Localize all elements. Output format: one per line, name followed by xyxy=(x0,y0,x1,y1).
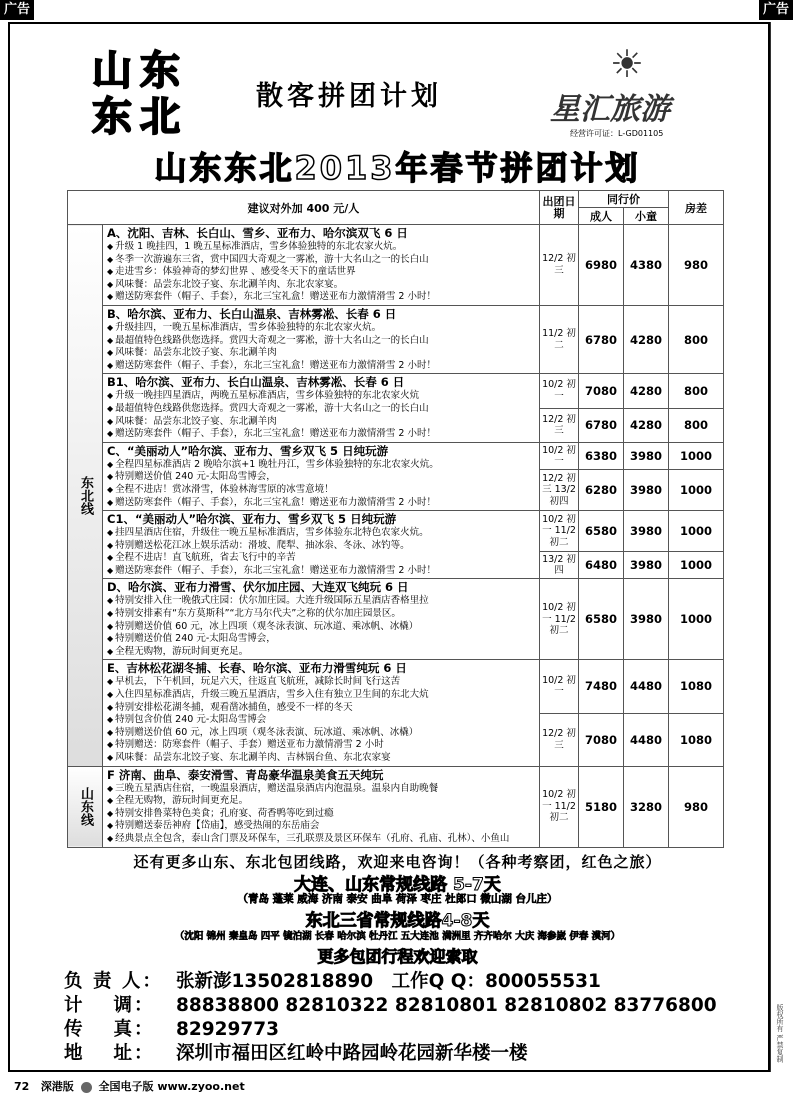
departure-date: 11/2 初二 xyxy=(540,305,579,373)
route-row xyxy=(68,442,724,470)
departure-date: 12/2 初三 xyxy=(540,225,579,306)
route-description xyxy=(103,511,540,579)
col-child-header: 小童 xyxy=(624,208,669,225)
child-price: 4380 xyxy=(624,225,669,306)
route-feature: ◆ 风味餐：品尝东北饺子宴、东北涮羊肉、东北农家宴。 xyxy=(107,279,535,292)
departure-date: 13/2 初四 xyxy=(540,551,579,579)
banner-title: 山东东北2013年春节拼团计划 xyxy=(154,149,641,187)
route-feature: ◆ 风味餐：品尝东北饺子宴、东北涮羊肉、吉林锅台鱼、东北农家宴 xyxy=(107,752,535,765)
route-title: C1、“美丽动人”哈尔滨、亚布力、雪乡双飞 5 日纯玩游 xyxy=(107,512,397,527)
route-feature: ◆ 赠送防寒套件（帽子、手套），东北三宝礼盒！赠送亚布力激情滑雪 2 小时！ xyxy=(107,565,535,578)
route-title: E、吉林松花湖冬捕、长春、哈尔滨、亚布力滑雪纯玩 6 日 xyxy=(107,661,407,676)
col-date-header: 出团日期 xyxy=(540,191,579,225)
route-feature: ◆ 三晚五星酒店住宿，一晚温泉酒店，赠送温泉酒店内泡温泉。温泉内自助晚餐 xyxy=(107,783,535,796)
route-row xyxy=(68,660,724,713)
departure-date: 10/2 初一 11/2 初二 xyxy=(540,579,579,660)
route-row xyxy=(68,225,724,306)
child-price: 4480 xyxy=(624,660,669,713)
route-title: A、沈阳、吉林、长白山、雪乡、亚布力、哈尔滨双飞 6 日 xyxy=(107,226,408,240)
route-feature: ◆ 特别赠送价值 240 元-太阳岛雪博会， xyxy=(107,471,535,484)
departure-date: 10/2 初一 11/2 初二 xyxy=(540,766,579,847)
departure-date: 12/2 初三 xyxy=(540,713,579,766)
adult-price: 6380 xyxy=(579,442,624,470)
ad-label-right: 广告 xyxy=(759,0,793,20)
contact-planner-value: 88838800 82810322 82810801 82810802 83776800 xyxy=(176,995,717,1016)
route-feature: ◆ 特别赠送价值 60 元，冰上四项（观冬泳表演、玩冰道、乘冰帆、冰橇） xyxy=(107,727,535,740)
sun-icon: ☀ xyxy=(610,42,645,86)
child-price: 4280 xyxy=(624,408,669,442)
room-surcharge: 1000 xyxy=(669,579,724,660)
region-shandong: 山东线 xyxy=(68,766,103,847)
room-surcharge: 1000 xyxy=(669,442,724,470)
tour-plan-table xyxy=(67,190,724,848)
route-description xyxy=(103,579,540,660)
site-logo-icon xyxy=(81,1082,92,1093)
child-price: 3980 xyxy=(624,442,669,470)
route-row xyxy=(68,305,724,373)
route-feature: ◆ 全程不进店！赏冰滑雪，体验林海雪原的冰雪意境！ xyxy=(107,484,535,497)
route-feature: ◆ 挂四星酒店住宿，升级住一晚五星标准酒店，雪乡体验东北特色农家火炕。 xyxy=(107,527,535,540)
adult-price: 6480 xyxy=(579,551,624,579)
child-price: 3980 xyxy=(624,579,669,660)
route-description xyxy=(103,442,540,510)
route-feature: ◆ 走进雪乡：体验神奇的梦幻世界 、感受冬天下的童话世界 xyxy=(107,266,535,279)
route-feature: ◆ 全程四星标准酒店 2 晚哈尔滨+1 晚牡丹江，雪乡体验独特的东北农家火炕。 xyxy=(107,459,535,472)
route-feature: ◆ 全程不进店！直飞航班，省去飞行中的辛苦 xyxy=(107,552,535,565)
page-title: 散客拼团计划 xyxy=(256,81,442,112)
route-description xyxy=(103,305,540,373)
side-text: 版权所有 严禁复制 xyxy=(776,1003,784,1062)
route-feature: ◆ 冬季一次游遍东三省，赏中国四大奇观之一雾凇，游十大名山之一的长白山 xyxy=(107,254,535,267)
col-adult-header: 成人 xyxy=(579,208,624,225)
brand-name: 星汇旅游 xyxy=(550,92,670,127)
route-feature: ◆ 入住四星标准酒店，升级三晚五星酒店，雪乡入住有独立卫生间的东北大炕 xyxy=(107,689,535,702)
route-title: C、“美丽动人”哈尔滨、亚布力、雪乡双飞 5 日纯玩游 xyxy=(107,443,389,458)
contact-block xyxy=(64,970,744,1066)
route-feature: ◆ 赠送防寒套件（帽子、手套），东北三宝礼盒！赠送亚布力激情滑雪 2 小时！ xyxy=(107,291,535,304)
route-feature: ◆ 经典景点全包含，泰山含门票及环保车，三孔联票及景区环保车（孔府、孔庙、孔林）、小鱼山 xyxy=(107,833,535,846)
route-feature: ◆ 最超值特色线路供您选择。赏四大奇观之一雾凇，游十大名山之一的长白山 xyxy=(107,403,535,416)
adult-price: 5180 xyxy=(579,766,624,847)
child-price: 3980 xyxy=(624,551,669,579)
contact-fax: 传 真： 82929773 xyxy=(64,1019,279,1040)
route-feature: ◆ 早机去，下午机回，玩足六天，往返直飞航班，减除长时间飞行这苦 xyxy=(107,676,535,689)
route-feature: ◆ 升级一晚挂四星酒店，两晚五星标准酒店，雪乡体验独特的东北农家火炕 xyxy=(107,390,535,403)
region-northeast: 东北线 xyxy=(68,225,103,767)
route-title: B、哈尔滨、亚布力、长白山温泉、吉林雾凇、长春 6 日 xyxy=(107,306,397,321)
child-price: 4280 xyxy=(624,374,669,408)
region-logo-line2: 东北 xyxy=(92,93,188,140)
route-feature: ◆ 赠送防寒套件（帽子、手套），东北三宝礼盒！赠送亚布力激情滑雪 2 小时！ xyxy=(107,497,535,510)
room-surcharge: 800 xyxy=(669,408,724,442)
route-feature: ◆ 赠送防寒套件（帽子、手套），东北三宝礼盒！赠送亚布力激情滑雪 2 小时！ xyxy=(107,428,535,441)
route-feature: ◆ 特别赠送泰岳神府【岱庙】，感受热闹的东岳庙会 xyxy=(107,820,535,833)
more-itinerary: 更多包团行程欢迎索取 xyxy=(317,947,478,966)
child-price: 4480 xyxy=(624,713,669,766)
col-diff-header: 房差 xyxy=(669,191,724,225)
site-link[interactable]: 全国电子版 www.zyoo.net xyxy=(98,1080,245,1093)
adult-price: 7080 xyxy=(579,713,624,766)
departure-date: 10/2 初一 11/2 初二 xyxy=(540,511,579,552)
route-row xyxy=(68,511,724,552)
route-feature: ◆ 全程无购物，游玩时间更充足。 xyxy=(107,646,535,659)
route-description xyxy=(103,374,540,442)
route-feature: ◆ 升级 1 晚挂四，1 晚五星标准酒店，雪乡体验独特的东北农家火炕。 xyxy=(107,241,535,254)
child-price: 3980 xyxy=(624,470,669,511)
route-feature: ◆ 风味餐：品尝东北饺子宴、东北涮羊肉 xyxy=(107,416,535,429)
more-routes-note: 还有更多山东、东北包团线路，欢迎来电咨询！（各种考察团，红色之旅） xyxy=(133,853,662,871)
adult-price: 7480 xyxy=(579,660,624,713)
route-feature: ◆ 特别安排松花湖冬捕，观看凿冰捕鱼，感受不一样的冬天 xyxy=(107,702,535,715)
departure-date: 12/2 初三 13/2 初四 xyxy=(540,470,579,511)
route-description xyxy=(103,766,540,847)
route-description xyxy=(103,660,540,766)
regular-route-shandong: 大连、山东常规线路 5-7天 xyxy=(294,875,501,895)
route-title: B1、哈尔滨、亚布力、长白山温泉、吉林雾凇、长春 6 日 xyxy=(107,375,405,390)
route-feature: ◆ 特别赠送价值 240 元-太阳岛雪博会， xyxy=(107,633,535,646)
route-feature: ◆ 特别安排素有“东方莫斯科”“北方马尔代夫”之称的伏尔加庄园景区。 xyxy=(107,608,535,621)
contact-manager: 负 责 人： 张新澎13502818890 工作Q Q：800055531 xyxy=(64,971,601,992)
route-row xyxy=(68,766,724,847)
adult-price: 6780 xyxy=(579,408,624,442)
route-feature: ◆ 最超值特色线路供您选择。赏四大奇观之一雾凇，游十大名山之一的长白山 xyxy=(107,335,535,348)
edition-label: 深港版 xyxy=(40,1080,74,1093)
route-row xyxy=(68,374,724,408)
adult-price: 6580 xyxy=(579,511,624,552)
regular-route-northeast: 东北三省常规线路4-8天 xyxy=(305,911,490,931)
ad-label-left: 广告 xyxy=(0,0,34,20)
route-title: F 济南、曲阜、泰安滑雪、青岛豪华温泉美食五天纯玩 xyxy=(107,767,384,782)
contact-fax-value: 82929773 xyxy=(176,1019,279,1040)
brand-logo xyxy=(540,42,720,137)
adult-price: 6580 xyxy=(579,579,624,660)
route-feature: ◆ 赠送防寒套件（帽子、手套），东北三宝礼盒！赠送亚布力激情滑雪 2 小时！ xyxy=(107,360,535,373)
col-price-header: 同行价 xyxy=(579,191,669,208)
adult-price: 7080 xyxy=(579,374,624,408)
route-feature: ◆ 特别包含价值 240 元-太阳岛雪博会 xyxy=(107,714,535,727)
adult-price: 6980 xyxy=(579,225,624,306)
route-feature: ◆ 特别赠送价值 60 元，冰上四项（观冬泳表演、玩冰道、乘冰帆、冰橇） xyxy=(107,621,535,634)
route-feature: ◆ 特别赠送松花江冰上娱乐活动：滑坡、爬犁、抽冰尜、冬泳、冰钓等。 xyxy=(107,540,535,553)
route-feature: ◆ 升级挂四，一晚五星标准酒店，雪乡体验独特的东北农家火炕。 xyxy=(107,322,535,335)
departure-date: 10/2 初一 xyxy=(540,442,579,470)
route-feature: ◆ 特别安排入住一晚俄式庄园：伏尔加庄园。大连升级国际五星酒店香格里拉 xyxy=(107,595,535,608)
room-surcharge: 1000 xyxy=(669,470,724,511)
room-surcharge: 980 xyxy=(669,225,724,306)
route-title: D、哈尔滨、亚布力滑雪、伏尔加庄园、大连双飞纯玩 6 日 xyxy=(107,580,409,595)
room-surcharge: 1080 xyxy=(669,713,724,766)
room-surcharge: 800 xyxy=(669,374,724,408)
side-strip xyxy=(770,22,793,1072)
child-price: 3980 xyxy=(624,511,669,552)
departure-date: 12/2 初三 xyxy=(540,408,579,442)
adult-price: 6280 xyxy=(579,470,624,511)
route-feature: ◆ 全程无购物，游玩时间更充足。 xyxy=(107,795,535,808)
room-surcharge: 1080 xyxy=(669,660,724,713)
regular-route-northeast-cities: （沈阳 锦州 秦皇岛 四平 镜泊湖 长春 哈尔滨 牡丹江 五大连池 满洲里 齐齐哈尔 大庆 海参崴 伊春 漠河） xyxy=(174,931,621,942)
child-price: 4280 xyxy=(624,305,669,373)
region-logo-line1: 山东 xyxy=(92,47,188,94)
license-number: 经营许可证：L-GD01105 xyxy=(570,129,664,138)
room-surcharge: 800 xyxy=(669,305,724,373)
route-description xyxy=(103,225,540,306)
region-logo xyxy=(75,48,205,140)
footer xyxy=(14,1078,245,1094)
contact-planner: 计 调： 88838800 82810322 82810801 82810802 83776800 xyxy=(64,995,717,1016)
departure-date: 10/2 初一 xyxy=(540,660,579,713)
page-number: 72 xyxy=(14,1080,30,1093)
room-surcharge: 980 xyxy=(669,766,724,847)
regular-route-shandong-cities: （青岛 蓬莱 威海 济南 泰安 曲阜 荷泽 枣庄 杜郎口 微山湖 台儿庄） xyxy=(237,893,558,905)
contact-address: 地 址： 深圳市福田区红岭中路园岭花园新华楼一楼 xyxy=(64,1043,528,1064)
route-feature: ◆ 特别安排鲁菜特色美食；孔府宴、荷香鸭等吃到过瘾 xyxy=(107,808,535,821)
adult-price: 6780 xyxy=(579,305,624,373)
room-surcharge: 1000 xyxy=(669,551,724,579)
contact-address-value: 深圳市福田区红岭中路园岭花园新华楼一楼 xyxy=(176,1043,528,1064)
contact-manager-value: 张新澎13502818890 工作Q Q：800055531 xyxy=(176,971,601,992)
child-price: 3280 xyxy=(624,766,669,847)
route-row xyxy=(68,579,724,660)
departure-date: 10/2 初一 xyxy=(540,374,579,408)
route-feature: ◆ 风味餐：品尝东北饺子宴、东北涮羊肉 xyxy=(107,347,535,360)
route-feature: ◆ 特别赠送：防寒套件（帽子、手套）赠送亚布力激情滑雪 2 小时 xyxy=(107,739,535,752)
head-note: 建议对外加 400 元/人 xyxy=(68,191,540,225)
room-surcharge: 1000 xyxy=(669,511,724,552)
